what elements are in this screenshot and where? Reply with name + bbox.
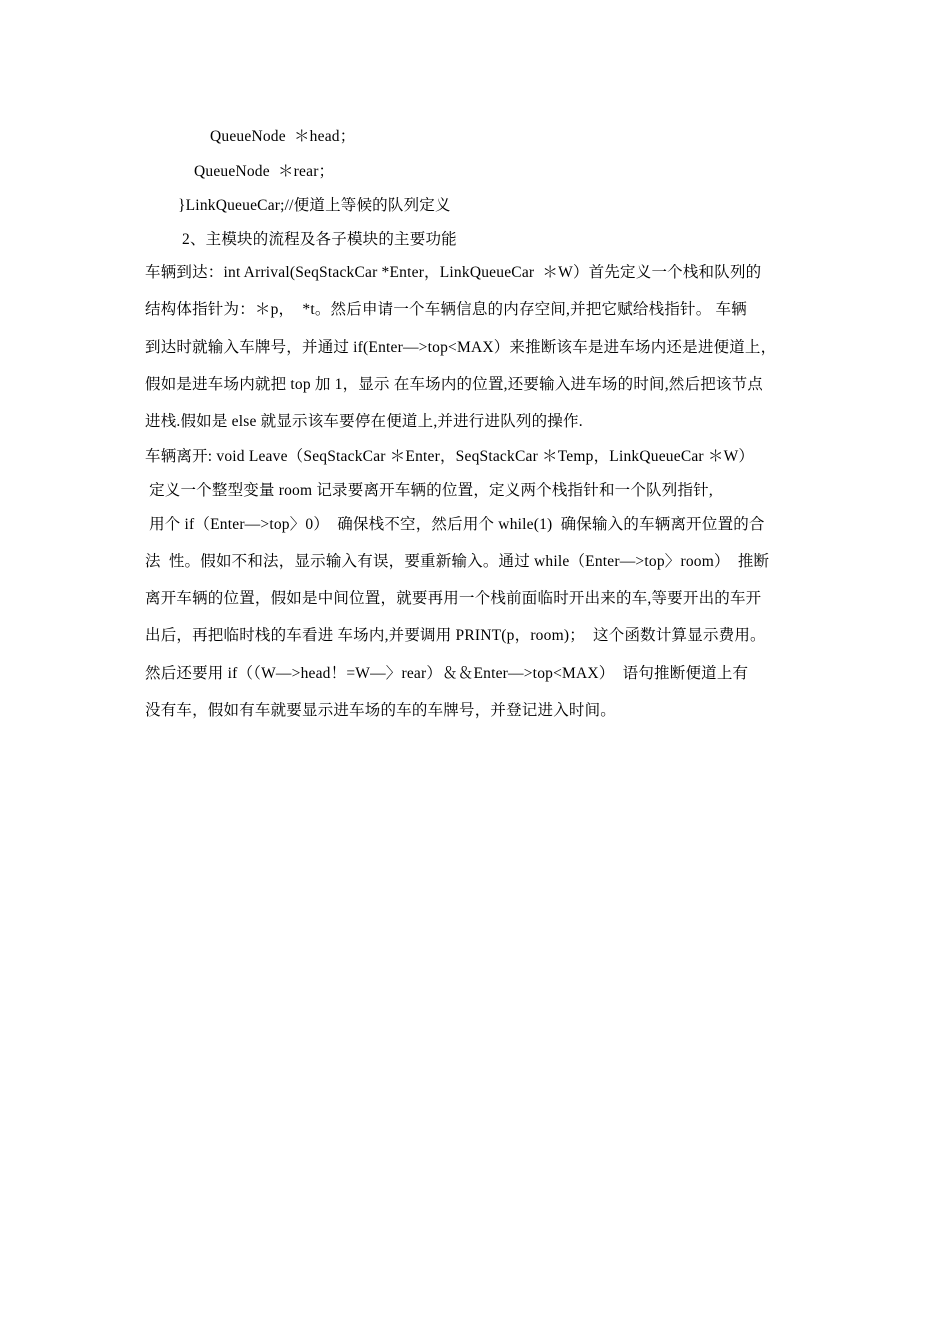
leave-line-3: 用个 if（Enter—>top〉0） 确保栈不空，然后用个 while(1) 确保输入的车辆离开位置的合 bbox=[145, 516, 765, 533]
leave-line-2: 定义一个整型变量 room 记录要离开车辆的位置，定义两个栈指针和一个队列指针, bbox=[145, 482, 713, 499]
leave-line-6: 出后，再把临时栈的车看进 车场内,并要调用 PRINT(p，room)； 这个函数计算显示费用。 bbox=[145, 627, 766, 644]
leave-line-8: 没有车，假如有车就要显示进车场的车的车牌号，并登记进入时间。 bbox=[145, 702, 617, 719]
arrival-line-5: 进栈.假如是 else 就显示该车要停在便道上,并进行进队列的操作. bbox=[145, 413, 583, 430]
arrival-line-4: 假如是进车场内就把 top 加 1，显示 在车场内的位置,还要输入进车场的时间,然后把该节点 bbox=[145, 376, 764, 393]
leave-line-5: 离开车辆的位置，假如是中间位置，就要再用一个栈前面临时开出来的车,等要开出的车开 bbox=[145, 590, 762, 607]
arrival-line-2: 结构体指针为：＊p， *t。然后申请一个车辆信息的内存空间,并把它赋给栈指针。 车辆 bbox=[145, 301, 747, 318]
arrival-line-3: 到达时就输入车牌号，并通过 if(Enter—>top<MAX）来推断该车是进车场内还是进便道上， bbox=[145, 339, 777, 356]
code-line-close: }LinkQueueCar;//便道上等候的队列定义 bbox=[178, 197, 451, 214]
section-heading: 2、主模块的流程及各子模块的主要功能 bbox=[182, 231, 457, 248]
leave-line-1: 车辆离开: void Leave（SeqStackCar ＊Enter，SeqStackCar ＊Temp，LinkQueueCar ＊W） bbox=[145, 448, 755, 465]
arrival-line-1: 车辆到达：int Arrival(SeqStackCar *Enter，LinkQueueCar ＊W）首先定义一个栈和队列的 bbox=[145, 264, 762, 281]
code-line-head: QueueNode ＊head； bbox=[210, 128, 356, 145]
leave-line-4: 法 性。假如不和法，显示输入有误，要重新输入。通过 while（Enter—>top〉room） 推断 bbox=[145, 553, 770, 570]
leave-line-7: 然后还要用 if（（W—>head！=W—〉rear）＆＆Enter—>top<MAX） 语句推断便道上有 bbox=[145, 665, 749, 682]
code-line-rear: QueueNode ＊rear； bbox=[194, 163, 335, 180]
